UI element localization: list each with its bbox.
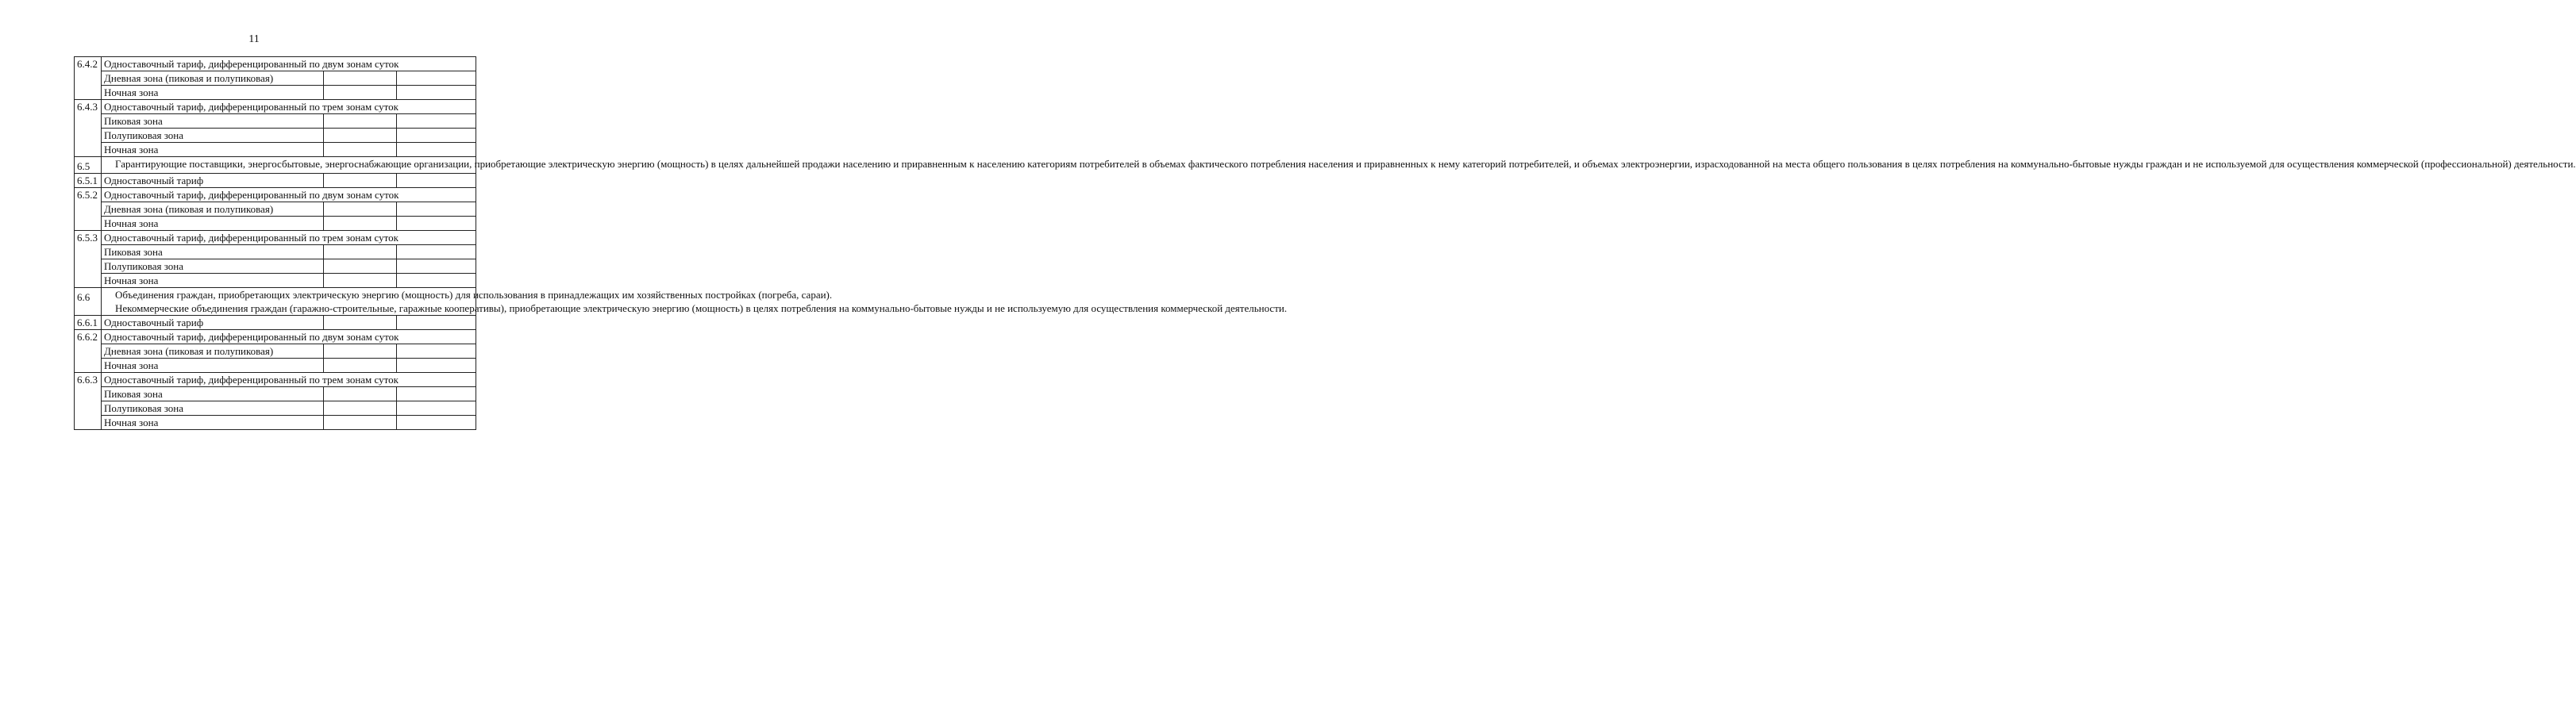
zone-label: Ночная зона <box>102 274 324 288</box>
value-cell <box>324 316 397 330</box>
value-cell <box>324 401 397 416</box>
table-row <box>75 231 476 245</box>
table-row <box>75 129 476 143</box>
tariff-label: Одноставочный тариф, дифференцированный по трем зонам суток <box>102 100 476 114</box>
value-cell <box>397 143 476 157</box>
table-row <box>75 217 476 231</box>
value-cell <box>397 259 476 274</box>
value-cell <box>324 174 397 188</box>
tariff-label: Одноставочный тариф, дифференцированный по трем зонам суток <box>102 373 476 387</box>
table-row <box>75 416 476 430</box>
zone-label: Ночная зона <box>102 143 324 157</box>
tariff-label: Одноставочный тариф, дифференцированный по трем зонам суток <box>102 231 476 245</box>
value-cell <box>397 202 476 217</box>
value-cell <box>397 401 476 416</box>
value-cell <box>397 416 476 430</box>
tariff-label: Одноставочный тариф, дифференцированный по двум зонам суток <box>102 330 476 344</box>
zone-label: Пиковая зона <box>102 245 324 259</box>
value-cell <box>324 114 397 129</box>
description-paragraph: Объединения граждан, приобретающих электрическую энергию (мощность) для использования в принадлежащих им хозяйственных постройках (погреба, сараи). <box>115 289 833 301</box>
row-number: 6.6 <box>75 288 102 316</box>
table-row <box>75 288 476 316</box>
value-cell <box>397 114 476 129</box>
page-number: 11 <box>248 33 260 45</box>
tariff-table <box>74 56 2576 430</box>
description-paragraph: Гарантирующие поставщики, энергосбытовые, энергоснабжающие организации, приобретающие электрическую энергию (мощность) в целях дальнейшей продажи населению и приравненным к населению категориям потребителей в объемах фактического потребления населения и приравненных к нему категорий потребителей, и объемах электроэнергии, израсходованной на места общего пользования в целях потребления на коммунально-бытовые нужды граждан и не используемой для осуществления коммерческой (профессиональной) деятельности. <box>115 158 2576 170</box>
value-cell <box>397 316 476 330</box>
table-row <box>75 401 476 416</box>
zone-label: Пиковая зона <box>102 387 324 401</box>
value-cell <box>397 245 476 259</box>
table-row <box>75 71 476 86</box>
row-number: 6.5.2 <box>75 188 102 231</box>
value-cell <box>397 129 476 143</box>
table-row <box>75 174 476 188</box>
table-row <box>75 387 476 401</box>
table-row <box>75 57 476 71</box>
table-row <box>75 316 476 330</box>
table-row <box>75 143 476 157</box>
row-number: 6.5 <box>75 157 102 174</box>
zone-label: Ночная зона <box>102 359 324 373</box>
table-row <box>75 359 476 373</box>
tariff-label: Одноставочный тариф <box>102 174 324 188</box>
value-cell <box>324 202 397 217</box>
value-cell <box>324 416 397 430</box>
value-cell <box>324 245 397 259</box>
table-row <box>75 100 476 114</box>
value-cell <box>324 217 397 231</box>
category-description <box>102 288 1288 316</box>
zone-label: Ночная зона <box>102 86 324 100</box>
tariff-label: Одноставочный тариф, дифференцированный по двум зонам суток <box>102 188 476 202</box>
value-cell <box>397 86 476 100</box>
tariff-label: Одноставочный тариф <box>102 316 324 330</box>
value-cell <box>397 344 476 359</box>
zone-label: Полупиковая зона <box>102 129 324 143</box>
table-row <box>75 373 476 387</box>
row-number: 6.4.3 <box>75 100 102 157</box>
value-cell <box>397 174 476 188</box>
row-number: 6.6.3 <box>75 373 102 430</box>
table-row <box>75 259 476 274</box>
value-cell <box>324 259 397 274</box>
table-row <box>75 114 476 129</box>
zone-label: Дневная зона (пиковая и полупиковая) <box>102 71 324 86</box>
table-row <box>75 188 476 202</box>
value-cell <box>324 143 397 157</box>
value-cell <box>324 359 397 373</box>
value-cell <box>324 86 397 100</box>
value-cell <box>397 359 476 373</box>
table-row <box>75 245 476 259</box>
table-row <box>75 330 476 344</box>
zone-label: Полупиковая зона <box>102 259 324 274</box>
value-cell <box>397 387 476 401</box>
zone-label: Ночная зона <box>102 217 324 231</box>
zone-label: Дневная зона (пиковая и полупиковая) <box>102 344 324 359</box>
value-cell <box>324 344 397 359</box>
table-row <box>75 274 476 288</box>
table-row <box>75 86 476 100</box>
description-paragraph: Некоммерческие объединения граждан (гаражно-строительные, гаражные кооперативы), приобретающие электрическую энергию (мощность) в целях потребления на коммунально-бытовые нужды и не используемую для осуществления коммерческой деятельности. <box>115 302 1288 314</box>
value-cell <box>324 387 397 401</box>
tariff-label: Одноставочный тариф, дифференцированный по двум зонам суток <box>102 57 476 71</box>
zone-label: Дневная зона (пиковая и полупиковая) <box>102 202 324 217</box>
row-number: 6.6.2 <box>75 330 102 373</box>
zone-label: Полупиковая зона <box>102 401 324 416</box>
value-cell <box>397 217 476 231</box>
zone-label: Ночная зона <box>102 416 324 430</box>
row-number: 6.4.2 <box>75 57 102 100</box>
value-cell <box>324 71 397 86</box>
row-number: 6.6.1 <box>75 316 102 330</box>
zone-label: Пиковая зона <box>102 114 324 129</box>
category-description <box>102 157 2576 174</box>
table-row <box>75 157 476 174</box>
value-cell <box>397 71 476 86</box>
row-number: 6.5.1 <box>75 174 102 188</box>
row-number: 6.5.3 <box>75 231 102 288</box>
value-cell <box>324 129 397 143</box>
value-cell <box>324 274 397 288</box>
table-row <box>75 202 476 217</box>
value-cell <box>397 274 476 288</box>
table-row <box>75 344 476 359</box>
